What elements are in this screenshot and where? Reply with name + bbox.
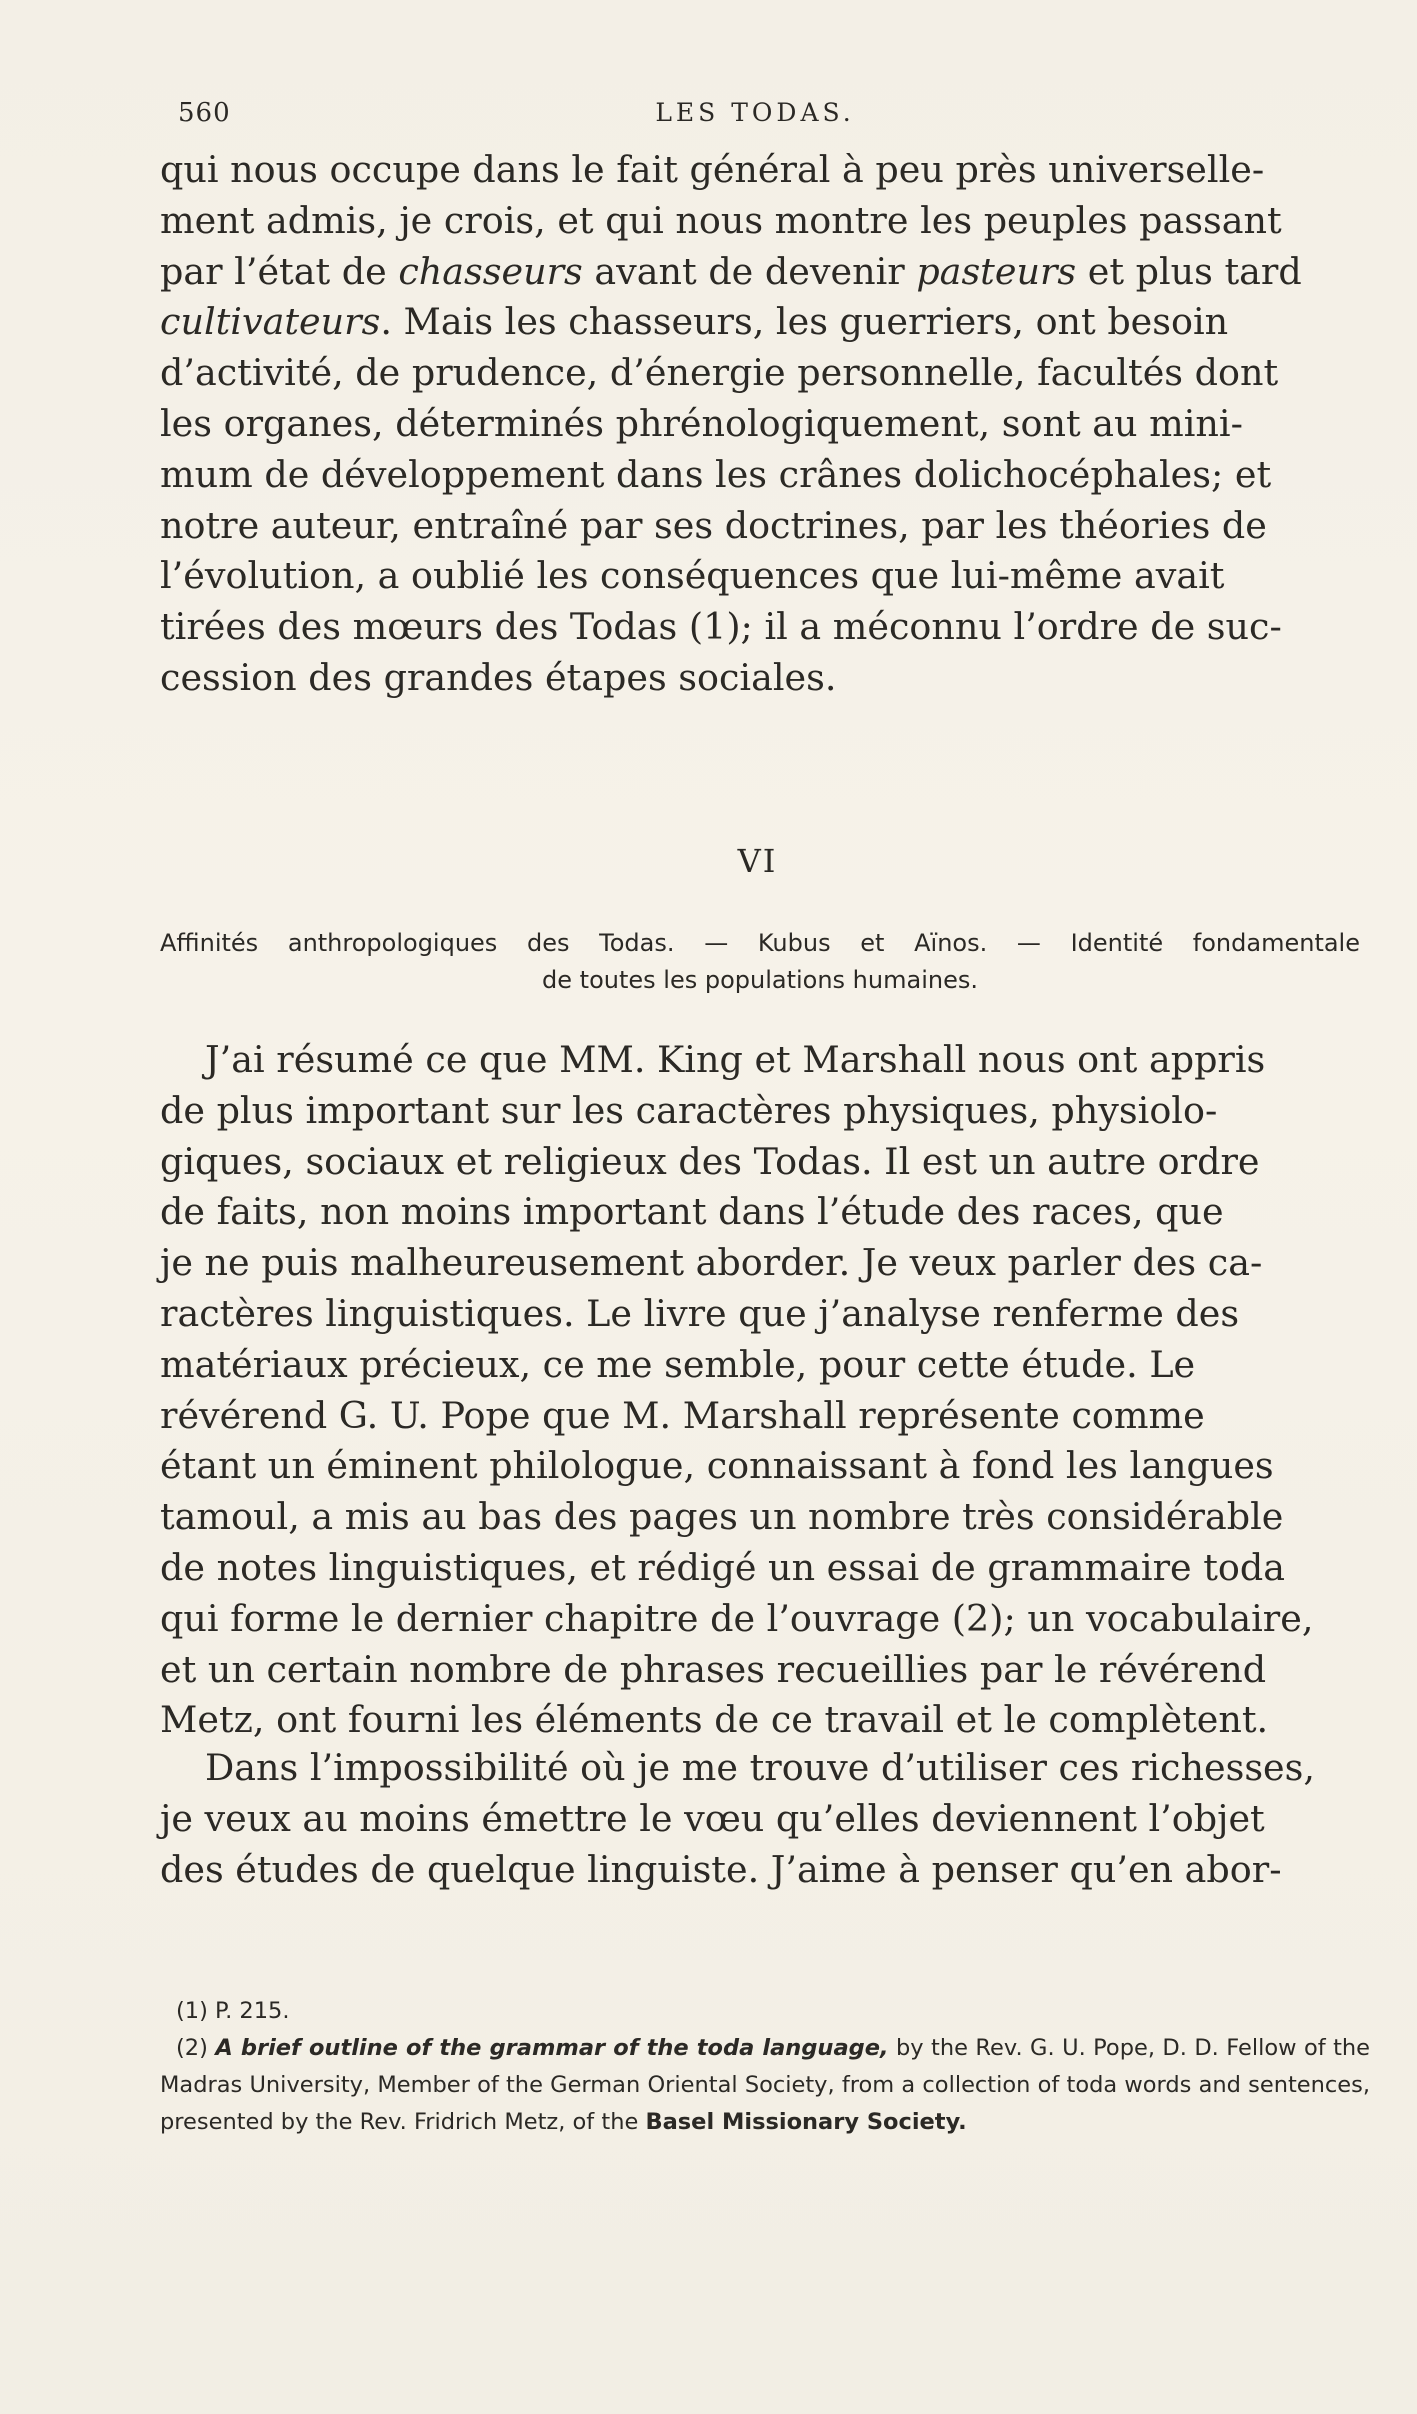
footnotes	[160, 1993, 1370, 2141]
footnote-1: (1) P. 215.	[176, 1998, 290, 2024]
section-summary-line: Affinités anthropologiques des Todas. — Kubus et Aïnos. — Identité fondamentale	[160, 929, 1360, 957]
running-head: LES TODAS.	[655, 98, 855, 127]
section-number: VI	[737, 842, 778, 880]
section-summary-line: de toutes les populations humaines.	[542, 966, 978, 994]
italic-term: cultivateurs	[160, 300, 381, 344]
paragraph-text: J’ai résumé ce que MM. King et Marshall nous ont appris de plus important sur les caractères physiques, physiolo- giques, sociaux et religieux des Todas. Il est un autre ordre de faits, non moins important dans l’étude des races, que je ne puis malheureusement aborder. Je veux parler des ca- ractères linguistiques. Le livre que j’analyse renferme des matériaux précieux, ce me semble, pour cette étude. Le révérend G. U. Pope que M. Marshall représente comme étant un éminent philologue, connaissant à fond les langues tamoul, a mis au bas des pages un nombre très considérable de notes linguistiques, et rédigé un essai de grammaire toda qui forme le dernier chapitre de l’ouvrage (2); un vocabulaire, et un certain nombre de phrases recueillies par le révérend Metz, ont fourni les éléments de ce travail et le complètent.	[160, 1038, 1314, 1742]
paragraph-text: Dans l’impossibilité où je me trouve d’utiliser ces richesses, je veux au moins émettre le vœu qu’elles deviennent l’objet des études de quelque linguiste. J’aime à penser qu’en abor-	[160, 1746, 1315, 1891]
footnote-2: (2) A brief outline of the grammar of the toda language, by the Rev. G. U. Pope, D. D. Fellow of the Madras University, Member of the German Oriental Society, from a collection of toda words and sentences, presented by the Rev. Fridrich Metz, of the Basel Missionary Society.	[160, 2035, 1371, 2135]
italic-term: chasseurs	[398, 249, 583, 293]
section-summary	[160, 925, 1360, 999]
footnote-society-name: Basel Missionary Society.	[645, 2109, 967, 2135]
paragraph	[160, 1035, 1355, 1746]
paragraph	[160, 1743, 1355, 1895]
paragraph-continued	[160, 145, 1355, 704]
page-header	[160, 98, 1350, 138]
footnote-book-title: A brief outline of the grammar of the toda language,	[215, 2035, 889, 2061]
text-line: qui nous occupe dans le fait général à peu près universelle- ment admis, je crois, et qui nous montre les peuples passant par l’état de chasseurs avant de devenir pasteurs et plus tard cultivateurs. Mais les chasseurs, les guerriers, ont besoin d’activité, de prudence, d’énergie personnelle, facultés dont les organes, déterminés phrénologiquement, sont au mini- mum de développement dans les crânes dolichocéphales; et notre auteur, entraîné par ses doctrines, par les théories de l’évolution, a oublié les conséquences que lui-même avait tirées des mœurs des Todas (1); il a méconnu l’ordre de suc- cession des grandes étapes sociales.	[160, 148, 1302, 699]
page-number: 560	[178, 98, 231, 128]
italic-term: pasteurs	[916, 249, 1077, 293]
